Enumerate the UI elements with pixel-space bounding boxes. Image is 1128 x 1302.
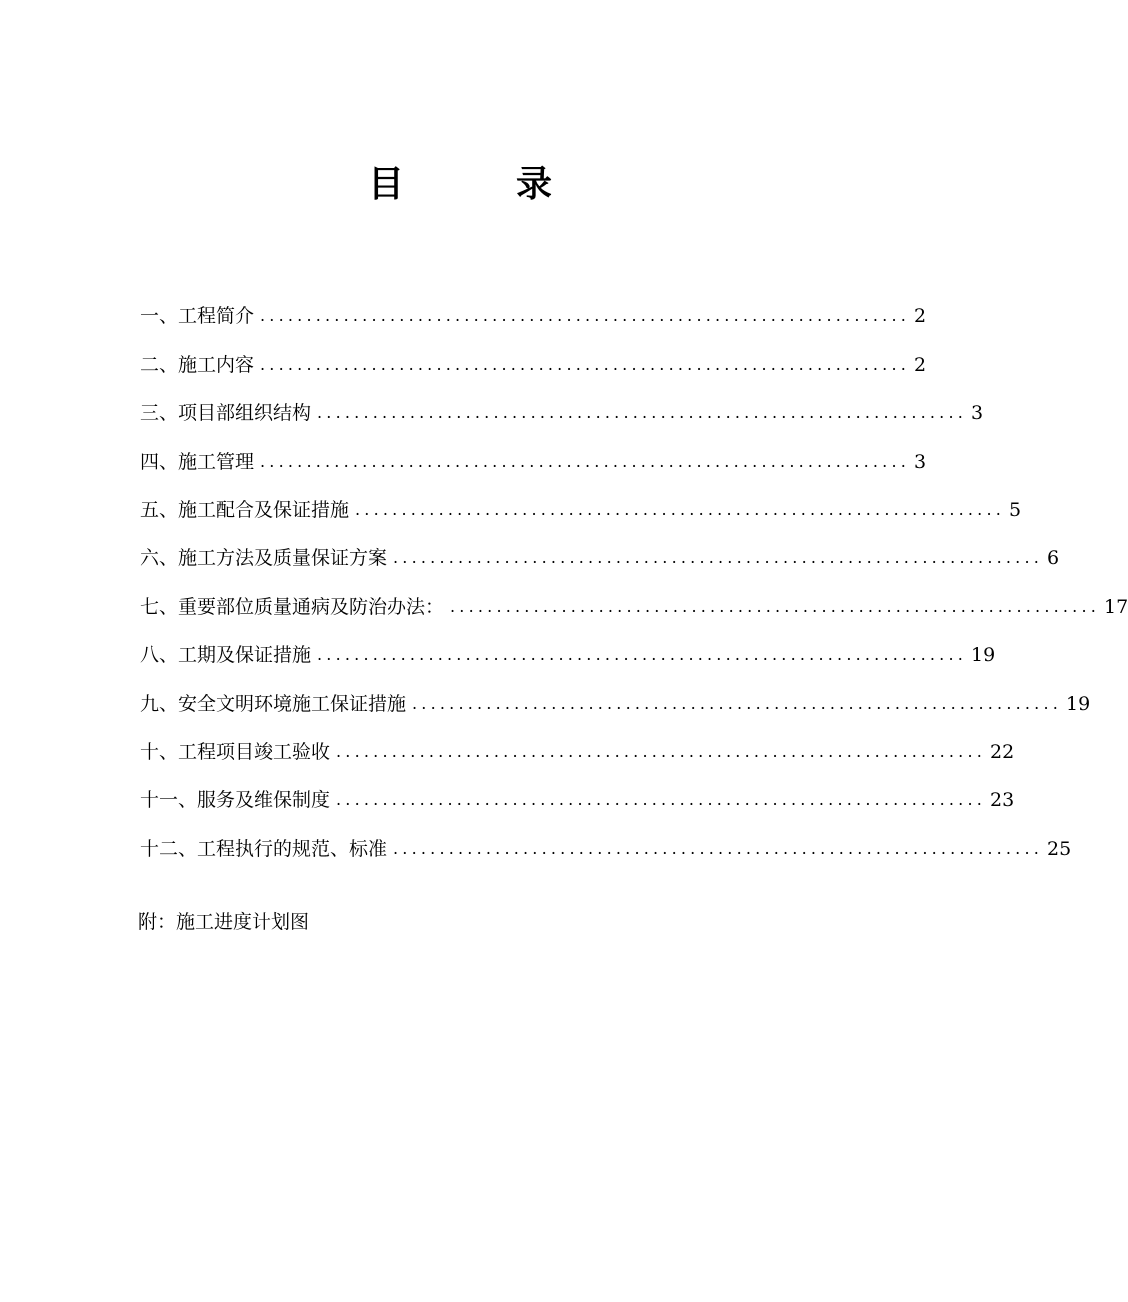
toc-dot-leader: ...................................................................... <box>260 306 911 326</box>
toc-dot-leader: ...................................................................... <box>260 354 911 374</box>
toc-entry[interactable] <box>140 621 996 669</box>
toc-entry-label: 九、安全文明环境施工保证措施 <box>140 692 407 715</box>
toc-entry-label: 二、施工内容 <box>140 353 255 376</box>
toc-entry-label: 十二、工程执行的规范、标准 <box>140 837 388 860</box>
toc-entry[interactable] <box>140 572 1128 620</box>
toc-entry-page: 19 <box>971 644 996 667</box>
toc-dot-leader: ...................................................................... <box>317 645 968 665</box>
toc-dot-leader: ...................................................................... <box>317 403 968 423</box>
toc-entry-label: 十、工程项目竣工验收 <box>140 740 331 763</box>
toc-entry-page: 19 <box>1066 692 1091 715</box>
toc-entry-label: 四、施工管理 <box>140 450 255 473</box>
toc-entry-page: 17 <box>1104 595 1128 618</box>
toc-entry[interactable] <box>140 379 984 427</box>
toc-entry-label: 一、工程简介 <box>140 305 255 328</box>
toc-title-part1: 目 <box>367 164 404 205</box>
toc-dot-leader: ...................................................................... <box>336 741 987 761</box>
toc-dot-leader: ...................................................................... <box>336 790 987 810</box>
toc-dot-leader: ...................................................................... <box>260 451 911 471</box>
toc-entry-label: 八、工期及保证措施 <box>140 644 312 667</box>
toc-entry-label: 六、施工方法及质量保证方案 <box>140 547 388 570</box>
toc-entry[interactable] <box>140 718 1015 766</box>
toc-entry-label: 七、重要部位质量通病及防治办法： <box>140 595 445 618</box>
toc-dot-leader: ...................................................................... <box>393 838 1044 858</box>
toc-entry[interactable] <box>140 766 1015 814</box>
toc-entry-label: 五、施工配合及保证措施 <box>140 498 350 521</box>
toc-entry[interactable] <box>140 476 1022 524</box>
toc-dot-leader: ...................................................................... <box>393 548 1044 568</box>
toc-entry-label: 十一、服务及维保制度 <box>140 789 331 812</box>
toc-entry[interactable] <box>140 427 927 475</box>
toc-entry-label: 三、项目部组织结构 <box>140 402 312 425</box>
toc-entry-page: 23 <box>990 789 1015 812</box>
toc-title-part2: 录 <box>516 164 553 205</box>
toc-entry[interactable] <box>140 282 927 330</box>
toc-entry[interactable] <box>140 669 1091 717</box>
toc-dot-leader: ...................................................................... <box>412 693 1063 713</box>
toc-dot-leader: ...................................................................... <box>355 499 1006 519</box>
toc-entry-page: 25 <box>1047 837 1072 860</box>
toc-entry-page: 3 <box>914 450 927 473</box>
toc-entry-page: 6 <box>1047 547 1060 570</box>
toc-entry-page: 2 <box>914 353 927 376</box>
toc-entry[interactable] <box>140 524 1060 572</box>
table-of-contents <box>140 282 1128 863</box>
toc-entry-page: 2 <box>914 305 927 328</box>
toc-entry-page: 5 <box>1009 498 1022 521</box>
appendix-note: 附：施工进度计划图 <box>138 911 310 933</box>
toc-entry[interactable] <box>140 330 927 378</box>
toc-entry[interactable] <box>140 814 1072 862</box>
toc-entry-page: 3 <box>971 402 984 425</box>
toc-title <box>0 160 920 210</box>
toc-entry-page: 22 <box>990 740 1015 763</box>
toc-dot-leader: ...................................................................... <box>450 596 1101 616</box>
